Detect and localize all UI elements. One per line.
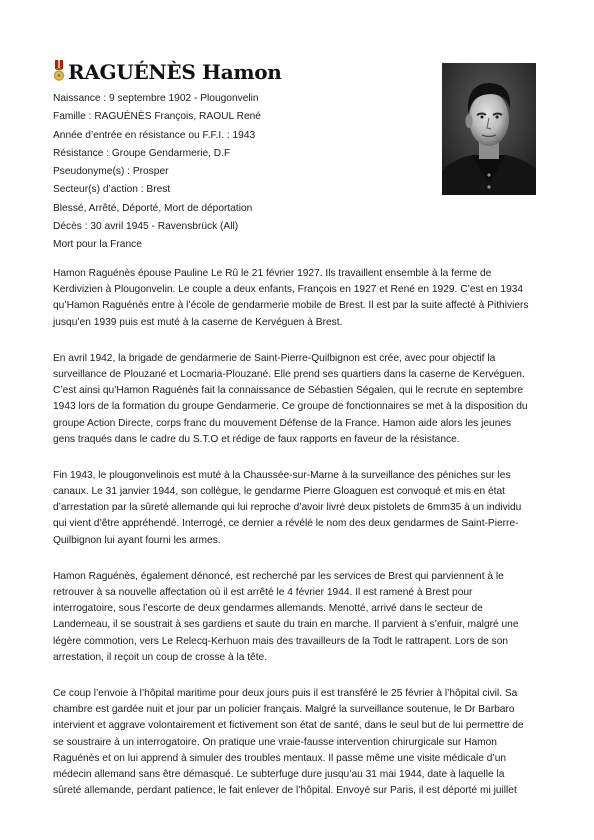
fact-birth: Naissance : 9 septembre 1902 - Plougonvelin <box>53 93 259 104</box>
medal-icon <box>53 60 65 84</box>
facts-list <box>53 90 433 255</box>
fact-sector: Secteur(s) d’action : Brest <box>53 184 171 196</box>
fact-resistance-year: Année d’entrée en résistance ou F.F.I. : 1943 <box>53 129 256 141</box>
text-line: retrouver à sa nouvelle affectation où il est arrêté le 4 février 1944. Il est ramené à Brest pour <box>53 587 473 598</box>
text-line: Hamon Raguénès épouse Pauline Le Rû le 21 février 1927. Ils travaillent ensemble à la ferme de <box>53 268 492 279</box>
title-row <box>53 58 433 86</box>
paragraph-3 <box>53 468 549 549</box>
text-line: C’est ainsi qu’Hamon Raguénès fait la connaissance de Sébastien Ségalen, qui le recrute en septembre <box>53 385 524 397</box>
text-line: groupe Action Directe, corps franc du mouvement Défense de la France. Hamon aide alors les jeunes <box>53 417 512 429</box>
person-name: RAGUÉNÈS Hamon <box>68 60 282 84</box>
fact-pseudonym: Pseudonyme(s) : Prosper <box>53 166 169 178</box>
fact-mention: Mort pour la France <box>53 239 142 251</box>
text-line: canaux. Le 31 janvier 1944, son collègue, le gendarme Pierre Gloaguen est convoqué et mis en état <box>53 486 505 498</box>
text-line: 1943 lors de la formation du groupe Gendarmerie. Ce groupe de fonctionnaires se met à la disposition du <box>53 401 528 413</box>
biography-text <box>53 266 549 819</box>
text-line: Landerneau, il se soustrait à ses gardiens et saute du train en marche. Il parvient à s’enfuir, malgré une <box>53 619 519 631</box>
text-line: qui vient d’être appréhendé. Interrogé, ce dernier a révélé le nom des deux gendarmes de Saint-Pierre- <box>53 518 519 530</box>
paragraph-5 <box>53 686 549 799</box>
text-line: Raguénès et on lui apprend à simuler des troubles mentaux. Il passe même une visite médicale d’un <box>53 752 507 764</box>
person-header <box>53 58 433 255</box>
text-line: se soustraire à un interrogatoire. On pratique une vraie-fausse intervention chirurgicale sur Hamon <box>53 736 497 748</box>
text-line: légère commotion, vers Le Relecq-Kerhuon mais des travailleurs de la Todt le rattrapent. Lors de son <box>53 635 509 647</box>
text-line: Kerdivizien à Plougonvelin. Le couple a deux enfants, François en 1927 et René en 1929. C’est en 1934 <box>53 284 524 296</box>
paragraph-2 <box>53 351 549 448</box>
paragraph-1 <box>53 266 549 331</box>
fact-status: Blessé, Arrêté, Déporté, Mort de déportation <box>53 202 253 214</box>
paragraph-4 <box>53 569 549 666</box>
text-line: chambre est gardée nuit et jour par un policier français. Malgré la surveillance soutenue, le Dr Barbaro <box>53 704 515 716</box>
text-line: gens traqués dans le cadre du S.T.O et rédige de faux rapports en faveur de la résistance. <box>53 433 460 445</box>
text-line: interrogatoire, sous l’escorte de deux gendarmes allemands. Menotté, arrivé dans le secteur de <box>53 603 483 615</box>
text-line: surveillance de Plouzané et Locmaria-Plouzané. Elle prend ses quartiers dans la caserne de Kervéguen. <box>53 368 525 380</box>
fact-death: Décès : 30 avril 1945 - Ravensbrück (All) <box>53 221 239 233</box>
text-line: En avril 1942, la brigade de gendarmerie de Saint-Pierre-Quilbignon est crée, avec pour objectif la <box>53 352 496 364</box>
text-line: Ce coup l’envoie à l’hôpital maritime pour deux jours puis il est transféré le 25 février à l’hôpital civil. Sa <box>53 687 518 699</box>
text-line: d’arrestation par la sûreté allemande qui lui reproche d’avoir livré deux pistolets de 6mm35 à un individu <box>53 502 522 514</box>
text-line: médecin allemand sans être démasqué. Le subterfuge dure jusqu’au 31 mai 1944, date à laquelle la <box>53 768 505 780</box>
text-line: jusqu’en 1939 puis est muté à la caserne de Kervéguen à Brest. <box>53 316 343 328</box>
text-line: sûreté allemande, perdant patience, le fait enlever de l’hôpital. Envoyé sur Paris, il est déporté mi juillet <box>53 785 517 797</box>
text-line: arrestation, il reçoit un coup de crosse à la tête. <box>53 651 268 663</box>
text-line: Quilbignon lui ayant fourni les armes. <box>53 534 221 546</box>
fact-resistance-group: Résistance : Groupe Gendarmerie, D.F <box>53 147 231 159</box>
fact-family: Famille : RAGUÉNÈS François, RAOUL René <box>53 111 261 123</box>
text-line: intervient et aggrave volontairement et fictivement son état de santé, dans le seul but de lui permettre de <box>53 720 524 732</box>
text-line: qu’Hamon Raguénès entre à l’école de gendarmerie mobile de Brest. Il est par la suite affecté à Pithiviers <box>53 300 529 312</box>
text-line: Hamon Raguénès, également dénoncé, est recherché par les services de Brest qui parviennent à le <box>53 570 504 582</box>
text-line: Fin 1943, le plougonvelinois est muté à la Chaussée-sur-Marne à la surveillance des péniches sur les <box>53 469 511 481</box>
portrait-photo <box>442 63 536 195</box>
